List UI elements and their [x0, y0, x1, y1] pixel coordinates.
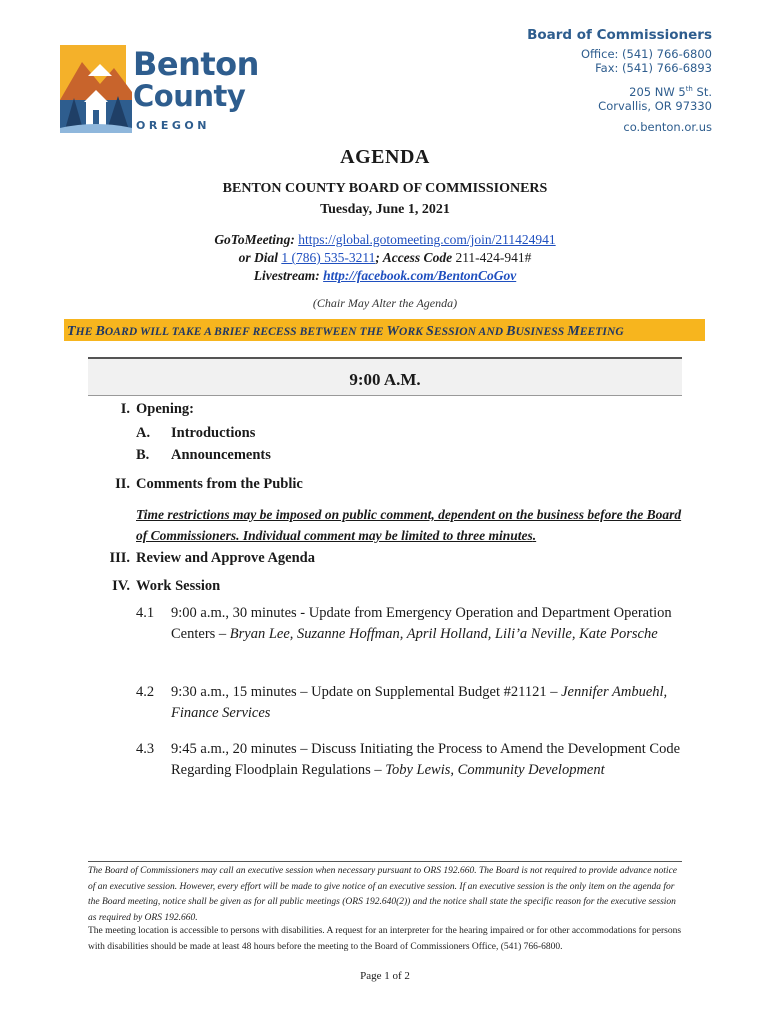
section-work-title: Work Session: [136, 578, 221, 594]
livestream-line: [0, 268, 770, 284]
section-opening: I. Opening:: [120, 401, 195, 417]
opening-item-introductions: A. Introductions: [136, 425, 256, 441]
livestream-label: Livestream:: [253, 268, 320, 283]
section-review-title: Review and Approve Agenda: [136, 550, 315, 566]
dial-label: or Dial: [238, 250, 278, 265]
contact-fax: Fax: (541) 766-6893: [595, 61, 712, 75]
livestream-link[interactable]: http://facebook.com/BentonCoGov: [323, 268, 517, 283]
contact-title: Board of Commissioners: [527, 27, 712, 43]
dial-line: [0, 250, 770, 266]
work-item-4-3: 4.3 9:45 a.m., 20 minutes – Discuss Initiating the Process to Amend the Development Code Regarding Floodplain Regulations – Toby Lewis, Community Development: [136, 741, 681, 778]
recess-banner: THE BOARD WILL TAKE A BRIEF RECESS BETWEEN THE WORK SESSION AND BUSINESS MEETING: [64, 319, 705, 341]
section-review-agenda: III. Review and Approve Agenda: [109, 550, 315, 566]
comment-restriction-note: Time restrictions may be imposed on public comment, dependent on the business before the Board of Commissioners. Individual comment may be limited to three minutes.: [136, 507, 682, 543]
contact-block: [527, 28, 712, 134]
section-opening-title: Opening:: [136, 401, 195, 417]
chair-note: (Chair May Alter the Agenda): [312, 296, 458, 310]
work-item-4-1-presenters: Bryan Lee, Suzanne Hoffman, April Holland, Lili’a Neville, Kate Porsche: [229, 626, 658, 642]
work-item-4-1: 4.1 9:00 a.m., 30 minutes - Update from Emergency Operation and Department Operation Centers – Bryan Lee, Suzanne Hoffman, April Holland, Lili’a Neville, Kate Porsche: [136, 605, 672, 642]
dial-phone-link[interactable]: 1 (786) 535-3211: [281, 250, 376, 265]
accessibility-note: The meeting location is accessible to persons with disabilities. A request for an interpreter for the hearing impaired or for other accommodations for persons with disabilities should be made at least 48 hours before the meeting to the Board of Commissioners Office, (541) 766-6800.: [88, 926, 682, 952]
access-code-label: ; Access Code: [375, 250, 453, 265]
page-number: Page 1 of 2: [360, 970, 410, 982]
gotomeeting-label: GoToMeeting:: [214, 232, 295, 247]
county-emblem-icon: [60, 40, 132, 136]
section-work-session: IV. Work Session: [112, 578, 221, 594]
work-item-4-2: 4.2 9:30 a.m., 15 minutes – Update on Supplemental Budget #21121 – Jennifer Ambuehl, Finance Services: [136, 684, 668, 721]
opening-item-announcements: B. Announcements: [136, 447, 271, 463]
footer-divider: [88, 861, 682, 862]
contact-website-link[interactable]: co.benton.or.us: [623, 119, 712, 134]
time-heading: 9:00 A.M.: [88, 357, 682, 396]
board-name: BENTON COUNTY BOARD OF COMMISSIONERS: [222, 181, 548, 196]
access-code-value: 211-424-941#: [455, 250, 532, 265]
logo-word-county: County: [133, 79, 246, 113]
work-item-4-3-presenters: Toby Lewis, Community Development: [385, 762, 605, 778]
executive-session-note: The Board of Commissioners may call an executive session when necessary pursuant to ORS 192.660. The Board is not required to provide advance notice of an executive session. However, every effort will be made to give notice of an executive session. If an executive session is the only item on the agenda for the Board meeting, notice shall be given as for all public meetings (ORS 192.640(2)) and the notice shall state the specific reason for the executive session as required by ORS 192.660.: [88, 866, 677, 923]
benton-county-logo: [60, 40, 280, 136]
gotomeeting-line: [0, 232, 770, 248]
work-item-4-2-presenters: Jennifer Ambuehl, Finance Services: [171, 684, 668, 721]
page-title: AGENDA: [340, 146, 430, 168]
contact-street: 205 NW 5th St.: [629, 84, 712, 99]
meeting-date: Tuesday, June 1, 2021: [320, 202, 450, 217]
logo-word-oregon: OREGON: [136, 119, 210, 132]
gotomeeting-link[interactable]: https://global.gotomeeting.com/join/211424941: [298, 232, 556, 247]
contact-office-phone: Office: (541) 766-6800: [580, 47, 712, 61]
contact-city: Corvallis, OR 97330: [598, 98, 712, 113]
section-comments: II. Comments from the Public: [115, 476, 303, 492]
section-comments-title: Comments from the Public: [136, 476, 303, 492]
logo-word-benton: Benton: [133, 45, 259, 83]
